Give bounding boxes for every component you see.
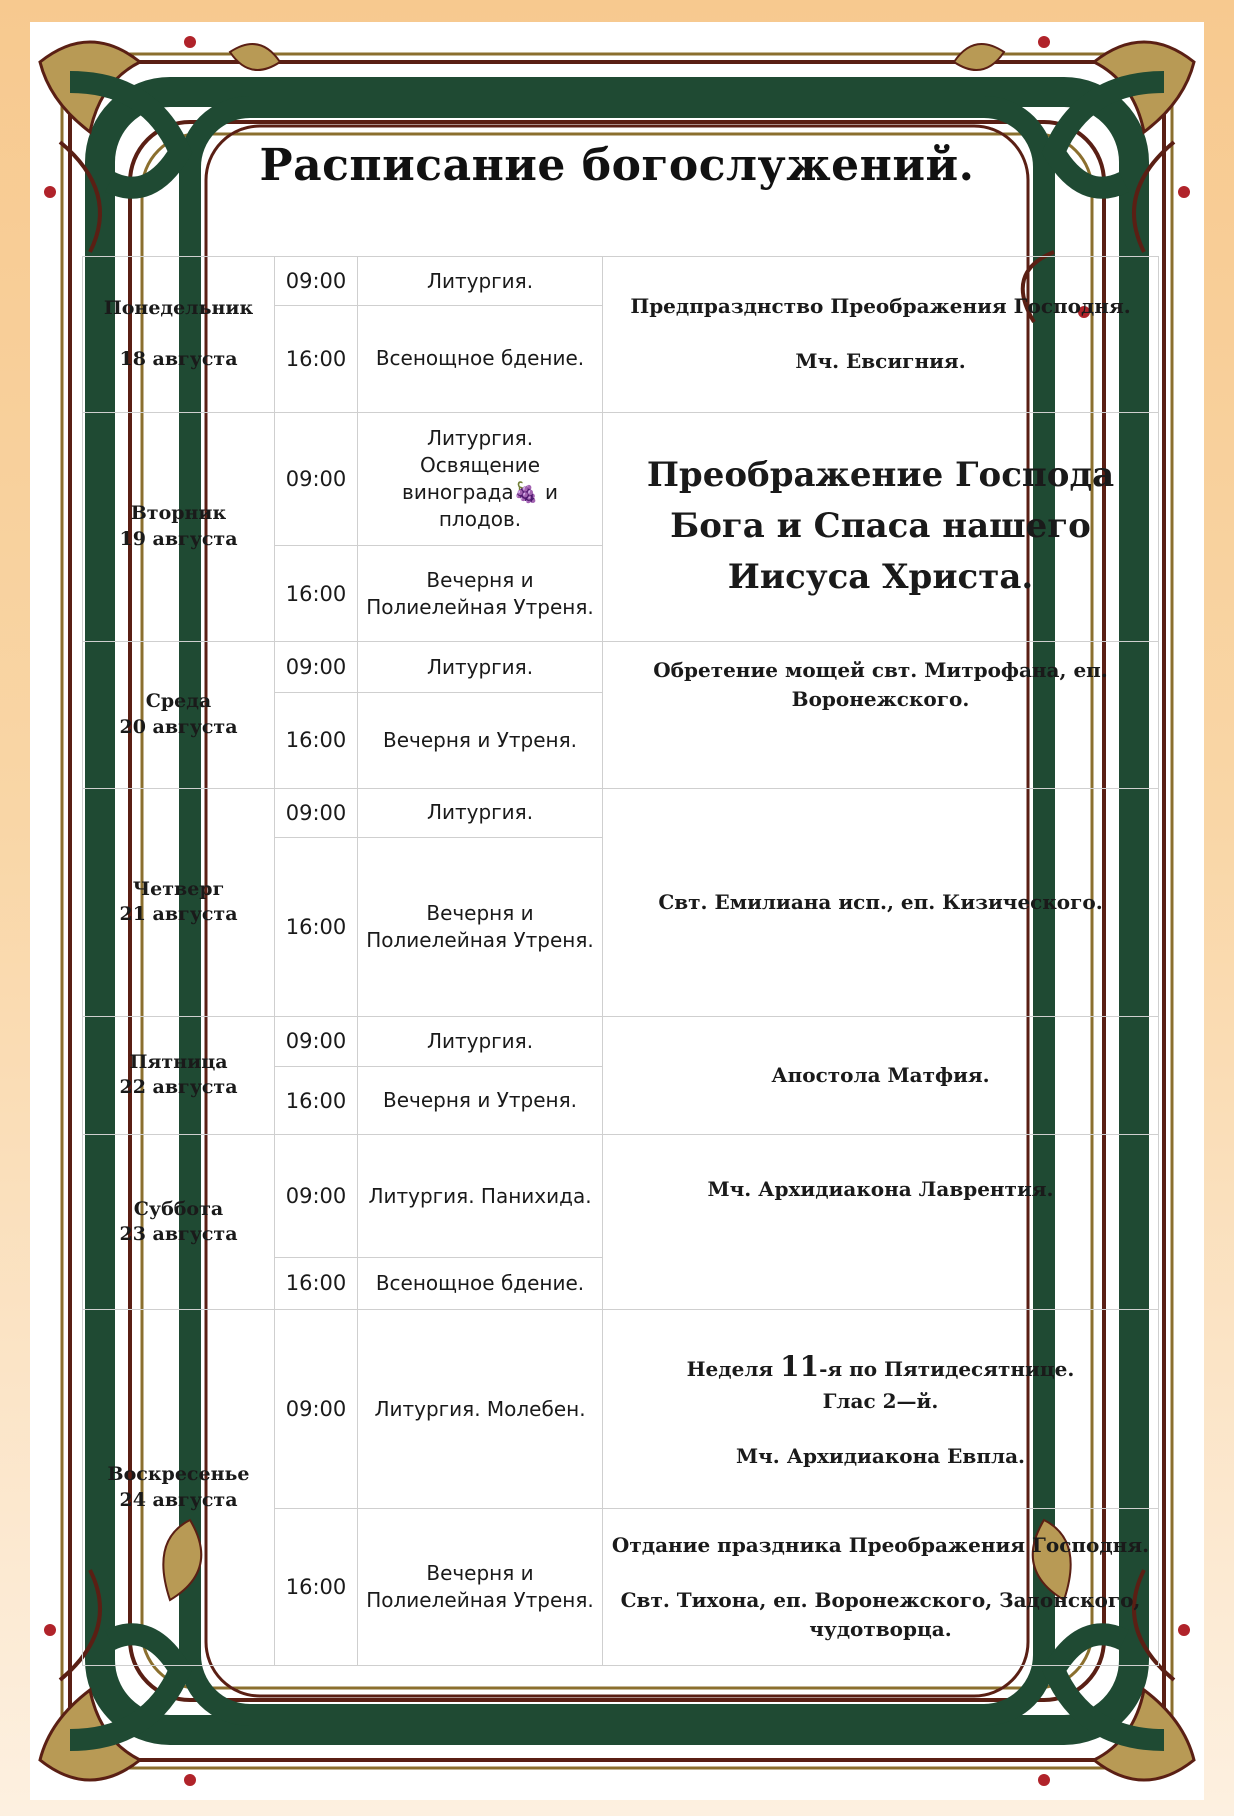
feast-text: -я по Пятидесятнице. <box>819 1356 1075 1381</box>
day-date: 22 августа <box>119 1076 238 1099</box>
feast-text: Свт. Тихона, еп. Воронежского, Задонского, чудотворца. <box>620 1587 1141 1641</box>
service-cell: Литургия. <box>358 788 603 837</box>
service-cell <box>358 412 603 546</box>
time-cell: 16:00 <box>275 693 358 788</box>
day-cell-monday <box>83 257 275 413</box>
day-cell-wednesday <box>83 641 275 788</box>
feast-text: Неделя <box>686 1356 781 1381</box>
time-cell: 09:00 <box>275 412 358 546</box>
service-cell: Литургия. <box>358 1016 603 1066</box>
feast-title-big: Преображение Господа Бога и Спаса нашего Иисуса Христа. <box>646 455 1115 598</box>
day-date: 23 августа <box>119 1223 238 1246</box>
day-name: Вторник <box>130 502 227 525</box>
time-cell: 16:00 <box>275 1257 358 1309</box>
feast-cell: Свт. Емилиана исп., еп. Кизического. <box>603 788 1159 1016</box>
service-cell: Литургия. Молебен. <box>358 1310 603 1509</box>
time-cell: 16:00 <box>275 306 358 413</box>
day-date: 20 августа <box>119 715 238 738</box>
feast-text: Предпразднство Преображения Господня. <box>630 294 1131 319</box>
day-name: Среда <box>145 690 212 713</box>
day-date: 19 августа <box>119 527 238 550</box>
day-cell-thursday <box>83 788 275 1016</box>
day-cell-saturday <box>83 1135 275 1310</box>
time-cell: 16:00 <box>275 1509 358 1666</box>
service-cell: Вечерня и Полиелейная Утреня. <box>358 837 603 1016</box>
feast-cell: Обретение мощей свт. Митрофана, еп. Воронежского. <box>603 641 1159 788</box>
day-cell-friday <box>83 1016 275 1135</box>
time-cell: 09:00 <box>275 257 358 306</box>
feast-saint: Мч. Архидиакона Евпла. <box>735 1444 1025 1469</box>
service-cell: Литургия. Панихида. <box>358 1135 603 1258</box>
service-text-tail: и плодов. <box>438 480 558 532</box>
day-name: Суббота <box>133 1197 224 1220</box>
table-row <box>83 1310 1159 1509</box>
feast-text: Отдание праздника Преображения Господня. <box>611 1532 1150 1557</box>
time-cell: 09:00 <box>275 1016 358 1066</box>
day-name: Воскресенье <box>107 1462 250 1485</box>
service-cell: Вечерня и Полиелейная Утреня. <box>358 1509 603 1666</box>
day-name: Понедельник <box>103 296 254 319</box>
feast-cell <box>603 412 1159 641</box>
day-date: 21 августа <box>119 903 238 926</box>
service-cell: Всенощное бдение. <box>358 1257 603 1309</box>
feast-cell <box>603 257 1159 413</box>
table-row <box>83 257 1159 306</box>
time-cell: 16:00 <box>275 837 358 1016</box>
day-date: 24 августа <box>119 1488 238 1511</box>
feast-cell-morning <box>603 1310 1159 1509</box>
table-row <box>83 788 1159 837</box>
table-row <box>83 1016 1159 1066</box>
table-row <box>83 641 1159 692</box>
service-cell: Вечерня и Утреня. <box>358 693 603 788</box>
schedule-table <box>82 256 1158 1666</box>
feast-cell-evening <box>603 1509 1159 1666</box>
feast-glas: Глас 2—й. <box>822 1389 939 1414</box>
day-name: Четверг <box>132 877 225 900</box>
service-cell: Вечерня и Утреня. <box>358 1066 603 1134</box>
time-cell: 09:00 <box>275 1310 358 1509</box>
feast-cell: Апостола Матфия. <box>603 1016 1159 1135</box>
feast-number: 11 <box>780 1349 820 1383</box>
time-cell: 09:00 <box>275 641 358 692</box>
day-name: Пятница <box>129 1050 228 1073</box>
service-cell: Литургия. <box>358 257 603 306</box>
grapes-icon: 🍇 <box>513 480 539 505</box>
service-cell: Литургия. <box>358 641 603 692</box>
service-cell: Вечерня и Полиелейная Утреня. <box>358 546 603 641</box>
page-title: Расписание богослужений. <box>259 140 975 191</box>
service-text: Литургия. Освящение винограда <box>402 426 541 505</box>
service-cell: Всенощное бдение. <box>358 306 603 413</box>
feast-cell: Мч. Архидиакона Лаврентия. <box>603 1135 1159 1310</box>
time-cell: 09:00 <box>275 1135 358 1258</box>
time-cell: 16:00 <box>275 546 358 641</box>
table-row <box>83 412 1159 546</box>
feast-text: Мч. Евсигния. <box>795 349 966 374</box>
table-row <box>83 1135 1159 1258</box>
day-cell-sunday <box>83 1310 275 1666</box>
day-date: 18 августа <box>119 348 238 371</box>
day-cell-tuesday <box>83 412 275 641</box>
time-cell: 09:00 <box>275 788 358 837</box>
time-cell: 16:00 <box>275 1066 358 1134</box>
